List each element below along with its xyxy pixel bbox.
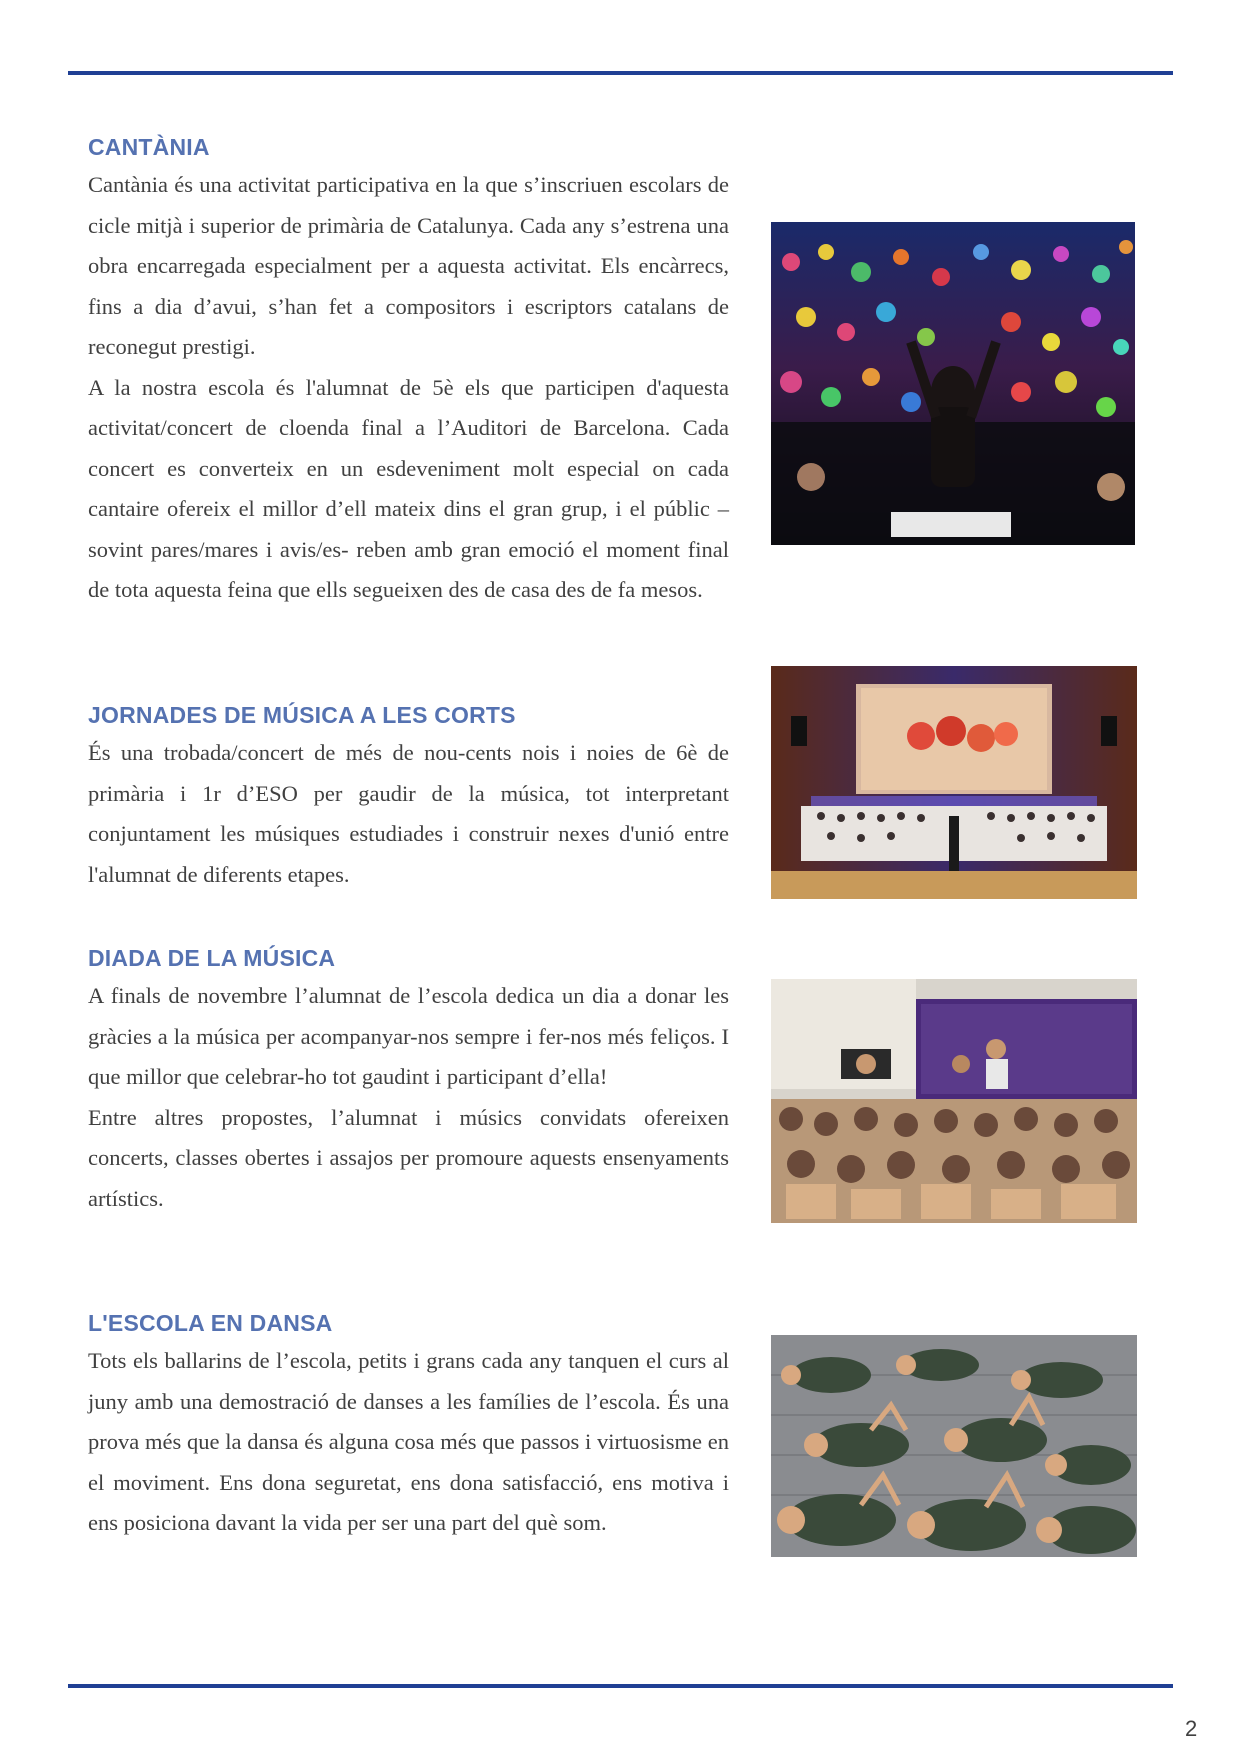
footer-rule xyxy=(68,1684,1173,1688)
section-paragraph: És una trobada/concert de més de nou-cents nois i noies de 6è de primària i 1r d’ESO per gaudir de la música, tot interpretant conjuntament les músiques estudiades i construir nexes d'unió entre l'alumnat de diferents etapes. xyxy=(88,740,729,887)
escola-dansa-photo xyxy=(771,1335,1137,1557)
section-heading: JORNADES DE MÚSICA A LES CORTS xyxy=(88,702,516,728)
cantania-concert-photo xyxy=(771,222,1135,545)
section-heading: DIADA DE LA MÚSICA xyxy=(88,945,336,971)
section-paragraph: Entre altres propostes, l’alumnat i músics convidats ofereixen concerts, classes obertes i assajos per promoure aquests ensenyaments artístics. xyxy=(88,1104,729,1211)
section-escola-en-dansa xyxy=(88,1305,729,1544)
page-number: 2 xyxy=(1185,1716,1198,1741)
section-cantania xyxy=(88,129,729,611)
section-jornades-musica xyxy=(88,697,729,895)
section-paragraph: A finals de novembre l’alumnat de l’escola dedica un dia a donar les gràcies a la música per acompanyar-nos sempre i fer-nos més feliços. I que millor que celebrar-ho tot gaudint i participant d’ella! xyxy=(88,983,729,1089)
header-rule xyxy=(68,71,1173,75)
section-heading: CANTÀNIA xyxy=(88,134,210,160)
section-paragraph: Tots els ballarins de l’escola, petits i grans cada any tanquen el curs al juny amb una demostració de danses a les famílies de l’escola. És una prova més que la dansa és alguna cosa més que passos i virtuosisme en el moviment. Ens dona seguretat, ens dona satisfacció, ens motiva i ens posiciona davant la vida per ser una part del què som. xyxy=(88,1348,729,1535)
section-diada-musica xyxy=(88,940,729,1219)
section-heading: L'ESCOLA EN DANSA xyxy=(88,1310,333,1336)
section-paragraph: Cantània és una activitat participativa en la que s’inscriuen escolars de cicle mitjà i superior de primària de Catalunya. Cada any s’estrena una obra encarregada especialment per a aquesta activitat. Els encàrrecs, fins a dia d’avui, s’han fet a compositors i escriptors catalans de reconegut prestigi. xyxy=(88,172,729,359)
diada-music-day-photo xyxy=(771,979,1137,1223)
jornades-auditorium-photo xyxy=(771,666,1137,899)
section-paragraph: A la nostra escola és l'alumnat de 5è els que participen d'aquesta activitat/concert de cloenda final a l’Auditori de Barcelona. Cada concert es converteix en un esdeveniment molt especial on cada cantaire ofereix el millor d’ell mateix dins el gran grup, i el públic –sovint pares/mares i avis/es- reben amb gran emoció el moment final de tota aquesta feina que ells segueixen des de casa des de fa mesos. xyxy=(88,374,729,602)
